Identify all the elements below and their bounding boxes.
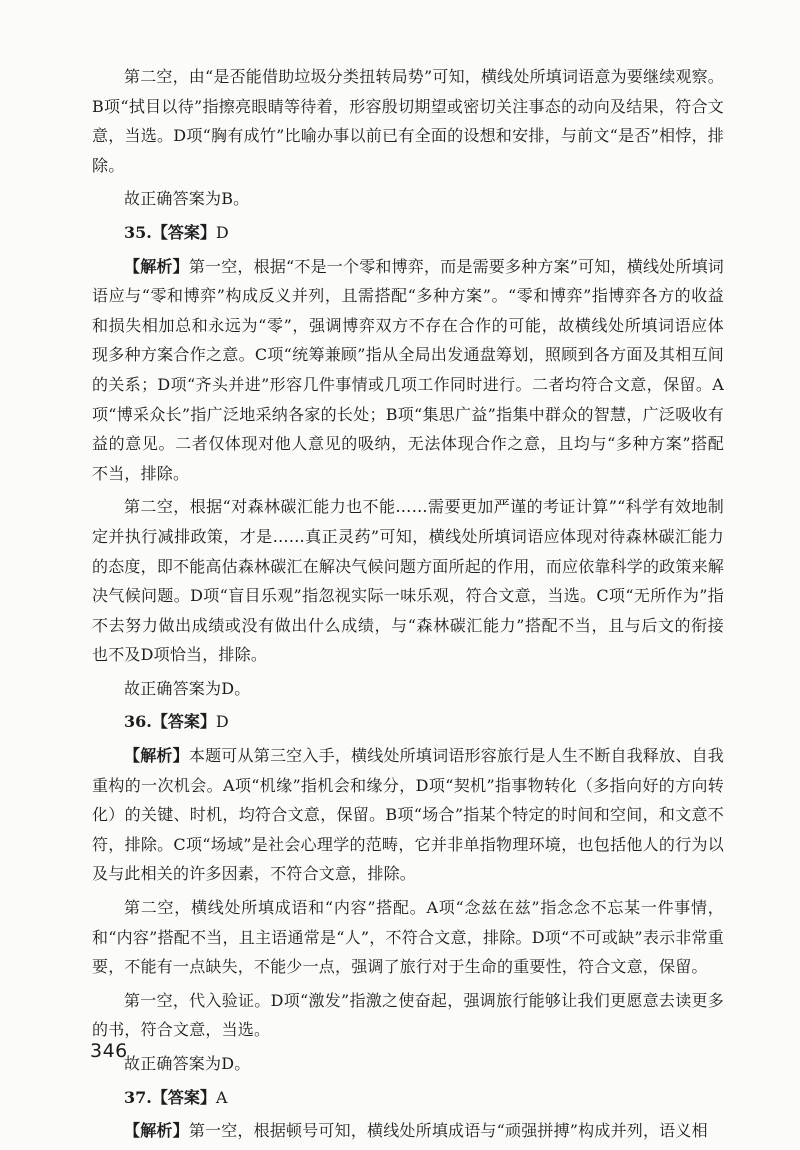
q37-analysis-p1: [92, 1116, 724, 1146]
q37-answer-label: 【答案】: [151, 1087, 216, 1107]
q37-answer: A: [215, 1087, 228, 1107]
q37-analysis-text: 第一空，根据顿号可知，横线处所填成语与“顽强拼搏”构成并列，语义相: [188, 1121, 708, 1141]
q36-analysis-label: 【解析】: [124, 746, 189, 766]
q37-number: 37.: [124, 1087, 152, 1107]
q36-analysis-p2: 第二空，横线处所填成语和“内容”搭配。A项“念兹在兹”指念念不忘某一件事情，和“内容”搭配不当，且主语通常是“人”，不符合文意，排除。D项“不可或缺”表示非常重要，不能有一点缺失，不能少一点，强调了旅行对于生命的重要性，符合文意，保留。: [92, 898, 724, 977]
q35-analysis-label: 【解析】: [124, 256, 189, 276]
q36-conclusion: 故正确答案为D。: [124, 1054, 251, 1073]
q36-analysis-p1: [92, 741, 724, 889]
paragraph: 第二空，由“是否能借助垃圾分类扭转局势”可知，横线处所填词语意为要继续观察。B项“拭目以待”指擦亮眼睛等待着，形容殷切期望或密切关注事态的动向及结果，符合文意，当选。D项“胸有成竹”比喻办事以前已有全面的设想和安排，与前文“是否”相悖，排除。: [92, 67, 724, 175]
q35-analysis-text: 第一空，根据“不是一个零和博弈，而是需要多种方案”可知，横线处所填词语应与“零和博弈”构成反义并列，且需搭配“多种方案”。“零和博弈”指博弈各方的收益和损失相加总和永远为“零”，强调博弈双方不存在合作的可能，故横线处所填词语应体现多种方案合作之意。C项“统筹兼顾”指从全局出发通盘筹划，照顾到各方面及其相互间的关系；D项“齐头并进”形容几件事情或几项工作同时进行。二者均符合文意，保留。A项“博采众长”指广泛地采纳各家的长处；B项“集思广益”指集中群众的智慧，广泛吸收有益的意见。二者仅体现对他人意见的吸纳，无法体现合作之意，且均与“多种方案”搭配不当，排除。: [92, 256, 724, 483]
q35-number: 35.: [124, 222, 152, 242]
q36-analysis-p3: 第一空，代入验证。D项“激发”指激之使奋起，强调旅行能够让我们更愿意去读更多的书，符合文意，当选。: [92, 990, 724, 1040]
q35-conclusion: 故正确答案为D。: [124, 678, 251, 698]
page-number: 346: [90, 1040, 128, 1062]
q36-analysis-text: 本题可从第三空入手，横线处所填词语形容旅行是人生不断自我释放、自我重构的一次机会。A项“机缘”指机会和缘分，D项“契机”指事物转化（多指向好的方向转化）的关键、时机，均符合文意，保留。B项“场合”指某个特定的时间和空间，和文意不符，排除。C项“场域”是社会心理学的范畴，它并非单指物理环境，也包括他人的行为以及与此相关的许多因素，不符合文意，排除。: [92, 746, 724, 884]
q36-number: 36.: [124, 712, 152, 732]
q37-answer-line: [92, 1083, 724, 1113]
q35-answer-label: 【答案】: [151, 222, 216, 242]
q37-analysis-label: 【解析】: [124, 1121, 189, 1141]
q35-analysis-p2: 第二空，根据“对森林碳汇能力也不能……需要更加严谨的考证计算”“科学有效地制定并执行减排政策，才是……真正灵药”可知，横线处所填词语应体现对待森林碳汇能力的态度，即不能高估森林碳汇在解决气候问题方面所起的作用，而应依靠科学的政策来解决气候问题。D项“盲目乐观”指忽视实际一味乐观，符合文意，当选。C项“无所作为”指不去努力做出成绩或没有做出什么成绩，与“森林碳汇能力”搭配不当，且与后文的衔接也不及D项恰当，排除。: [92, 497, 724, 665]
page-content: [92, 62, 724, 1150]
q36-answer-line: [92, 707, 724, 737]
q35-answer-line: [92, 218, 724, 248]
paragraph: 故正确答案为B。: [124, 189, 250, 209]
q36-answer-label: 【答案】: [151, 712, 216, 732]
q36-answer: D: [215, 712, 229, 732]
q35-answer: D: [215, 222, 229, 242]
q35-analysis-p1: [92, 252, 724, 489]
